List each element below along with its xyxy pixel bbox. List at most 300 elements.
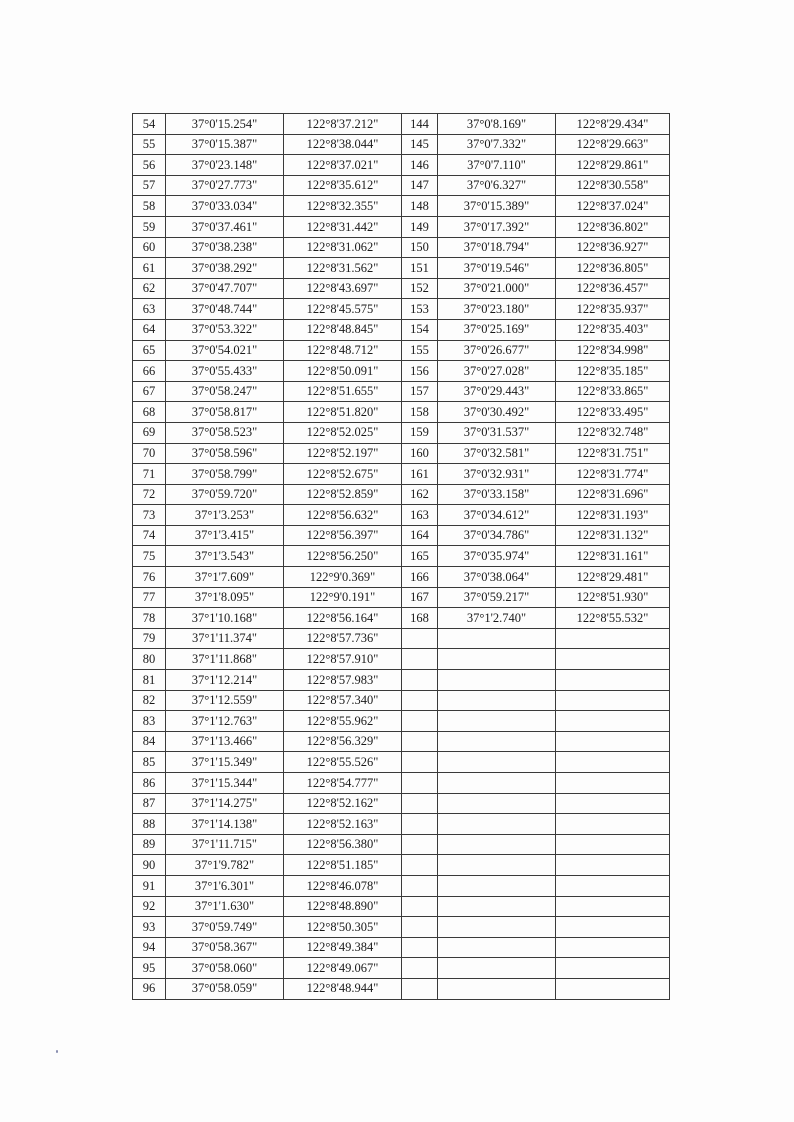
longitude-cell: 122°8'57.736" <box>284 628 402 649</box>
longitude-cell-right: 122°8'36.457" <box>556 278 670 299</box>
longitude-cell-right: 122°8'36.805" <box>556 258 670 279</box>
longitude-cell: 122°8'37.212" <box>284 114 402 135</box>
latitude-cell: 37°0'58.523" <box>166 422 284 443</box>
table-row <box>133 608 670 629</box>
table-row <box>133 731 670 752</box>
table-row <box>133 814 670 835</box>
point-number-cell: 77 <box>133 587 166 608</box>
latitude-cell-right <box>438 752 556 773</box>
longitude-cell: 122°8'54.777" <box>284 773 402 794</box>
point-number-cell-right <box>402 896 438 917</box>
point-number-cell: 89 <box>133 834 166 855</box>
point-number-cell: 56 <box>133 155 166 176</box>
longitude-cell-right: 122°8'30.558" <box>556 175 670 196</box>
table-row <box>133 855 670 876</box>
point-number-cell-right: 166 <box>402 567 438 588</box>
table-row <box>133 793 670 814</box>
point-number-cell: 73 <box>133 505 166 526</box>
latitude-cell: 37°1'12.214" <box>166 670 284 691</box>
latitude-cell: 37°1'3.253" <box>166 505 284 526</box>
longitude-cell: 122°8'55.962" <box>284 711 402 732</box>
point-number-cell: 76 <box>133 567 166 588</box>
latitude-cell-right: 37°0'27.028" <box>438 361 556 382</box>
longitude-cell: 122°8'31.562" <box>284 258 402 279</box>
point-number-cell: 55 <box>133 134 166 155</box>
point-number-cell: 95 <box>133 958 166 979</box>
longitude-cell: 122°8'48.890" <box>284 896 402 917</box>
longitude-cell-right: 122°8'31.161" <box>556 546 670 567</box>
point-number-cell-right: 155 <box>402 340 438 361</box>
scan-speck <box>56 1050 58 1053</box>
coordinate-table <box>132 113 670 1000</box>
table-row <box>133 114 670 135</box>
latitude-cell: 37°0'15.254" <box>166 114 284 135</box>
table-row <box>133 155 670 176</box>
point-number-cell-right: 158 <box>402 402 438 423</box>
longitude-cell: 122°8'48.845" <box>284 319 402 340</box>
table-row <box>133 587 670 608</box>
longitude-cell: 122°8'50.091" <box>284 361 402 382</box>
table-row <box>133 978 670 999</box>
point-number-cell: 78 <box>133 608 166 629</box>
latitude-cell: 37°1'6.301" <box>166 875 284 896</box>
longitude-cell-right <box>556 670 670 691</box>
table-row <box>133 834 670 855</box>
latitude-cell: 37°0'33.034" <box>166 196 284 217</box>
latitude-cell: 37°1'13.466" <box>166 731 284 752</box>
longitude-cell-right <box>556 855 670 876</box>
longitude-cell: 122°8'52.197" <box>284 443 402 464</box>
longitude-cell: 122°8'48.944" <box>284 978 402 999</box>
latitude-cell: 37°1'11.374" <box>166 628 284 649</box>
table-row <box>133 752 670 773</box>
latitude-cell: 37°0'23.148" <box>166 155 284 176</box>
latitude-cell: 37°1'9.782" <box>166 855 284 876</box>
latitude-cell: 37°0'38.238" <box>166 237 284 258</box>
longitude-cell: 122°8'31.442" <box>284 216 402 237</box>
latitude-cell-right: 37°0'59.217" <box>438 587 556 608</box>
latitude-cell-right: 37°0'7.110" <box>438 155 556 176</box>
table-row <box>133 690 670 711</box>
longitude-cell: 122°8'56.250" <box>284 546 402 567</box>
longitude-cell-right: 122°8'35.403" <box>556 319 670 340</box>
point-number-cell: 68 <box>133 402 166 423</box>
latitude-cell-right: 37°0'18.794" <box>438 237 556 258</box>
point-number-cell-right: 148 <box>402 196 438 217</box>
point-number-cell: 54 <box>133 114 166 135</box>
table-row <box>133 773 670 794</box>
longitude-cell-right: 122°8'31.774" <box>556 464 670 485</box>
point-number-cell: 61 <box>133 258 166 279</box>
latitude-cell-right: 37°0'15.389" <box>438 196 556 217</box>
point-number-cell-right <box>402 958 438 979</box>
latitude-cell-right <box>438 834 556 855</box>
point-number-cell-right: 163 <box>402 505 438 526</box>
point-number-cell: 86 <box>133 773 166 794</box>
point-number-cell-right: 145 <box>402 134 438 155</box>
longitude-cell: 122°8'50.305" <box>284 917 402 938</box>
latitude-cell-right: 37°0'8.169" <box>438 114 556 135</box>
latitude-cell: 37°0'58.247" <box>166 381 284 402</box>
point-number-cell-right: 162 <box>402 484 438 505</box>
point-number-cell: 82 <box>133 690 166 711</box>
latitude-cell: 37°0'27.773" <box>166 175 284 196</box>
coordinate-table-body <box>133 114 670 1000</box>
latitude-cell: 37°1'11.715" <box>166 834 284 855</box>
longitude-cell-right: 122°8'31.751" <box>556 443 670 464</box>
longitude-cell: 122°8'51.185" <box>284 855 402 876</box>
latitude-cell: 37°1'7.609" <box>166 567 284 588</box>
longitude-cell: 122°8'56.632" <box>284 505 402 526</box>
latitude-cell-right: 37°0'19.546" <box>438 258 556 279</box>
point-number-cell: 92 <box>133 896 166 917</box>
longitude-cell: 122°8'31.062" <box>284 237 402 258</box>
point-number-cell-right: 160 <box>402 443 438 464</box>
table-row <box>133 134 670 155</box>
longitude-cell-right <box>556 814 670 835</box>
point-number-cell-right: 150 <box>402 237 438 258</box>
point-number-cell: 64 <box>133 319 166 340</box>
longitude-cell-right: 122°8'29.481" <box>556 567 670 588</box>
table-row <box>133 670 670 691</box>
table-row <box>133 711 670 732</box>
latitude-cell-right: 37°0'32.931" <box>438 464 556 485</box>
point-number-cell: 71 <box>133 464 166 485</box>
table-row <box>133 505 670 526</box>
latitude-cell-right <box>438 937 556 958</box>
latitude-cell-right <box>438 896 556 917</box>
longitude-cell-right: 122°8'36.802" <box>556 216 670 237</box>
longitude-cell-right: 122°8'33.865" <box>556 381 670 402</box>
latitude-cell: 37°0'37.461" <box>166 216 284 237</box>
table-row <box>133 340 670 361</box>
point-number-cell: 90 <box>133 855 166 876</box>
point-number-cell: 81 <box>133 670 166 691</box>
point-number-cell: 79 <box>133 628 166 649</box>
point-number-cell-right: 153 <box>402 299 438 320</box>
longitude-cell: 122°9'0.191" <box>284 587 402 608</box>
latitude-cell: 37°1'15.344" <box>166 773 284 794</box>
latitude-cell-right <box>438 978 556 999</box>
point-number-cell-right: 147 <box>402 175 438 196</box>
point-number-cell-right: 156 <box>402 361 438 382</box>
longitude-cell: 122°8'56.329" <box>284 731 402 752</box>
point-number-cell: 62 <box>133 278 166 299</box>
table-row <box>133 443 670 464</box>
table-row <box>133 237 670 258</box>
latitude-cell: 37°1'11.868" <box>166 649 284 670</box>
longitude-cell-right <box>556 875 670 896</box>
table-row <box>133 484 670 505</box>
longitude-cell: 122°8'52.675" <box>284 464 402 485</box>
latitude-cell: 37°0'58.596" <box>166 443 284 464</box>
table-row <box>133 402 670 423</box>
longitude-cell: 122°8'52.025" <box>284 422 402 443</box>
point-number-cell: 57 <box>133 175 166 196</box>
longitude-cell-right: 122°8'29.434" <box>556 114 670 135</box>
latitude-cell-right: 37°0'26.677" <box>438 340 556 361</box>
point-number-cell-right <box>402 690 438 711</box>
point-number-cell: 94 <box>133 937 166 958</box>
latitude-cell-right: 37°0'25.169" <box>438 319 556 340</box>
latitude-cell: 37°1'15.349" <box>166 752 284 773</box>
point-number-cell: 88 <box>133 814 166 835</box>
point-number-cell-right <box>402 834 438 855</box>
point-number-cell: 63 <box>133 299 166 320</box>
point-number-cell-right <box>402 649 438 670</box>
longitude-cell-right: 122°8'35.185" <box>556 361 670 382</box>
point-number-cell-right <box>402 855 438 876</box>
point-number-cell: 60 <box>133 237 166 258</box>
longitude-cell: 122°8'35.612" <box>284 175 402 196</box>
latitude-cell: 37°1'14.275" <box>166 793 284 814</box>
point-number-cell: 59 <box>133 216 166 237</box>
table-row <box>133 649 670 670</box>
longitude-cell-right <box>556 978 670 999</box>
longitude-cell-right: 122°8'31.193" <box>556 505 670 526</box>
longitude-cell-right <box>556 773 670 794</box>
point-number-cell: 96 <box>133 978 166 999</box>
point-number-cell: 91 <box>133 875 166 896</box>
latitude-cell: 37°0'58.059" <box>166 978 284 999</box>
longitude-cell-right <box>556 628 670 649</box>
point-number-cell-right <box>402 917 438 938</box>
latitude-cell-right: 37°0'35.974" <box>438 546 556 567</box>
point-number-cell: 93 <box>133 917 166 938</box>
point-number-cell-right: 164 <box>402 525 438 546</box>
longitude-cell-right <box>556 834 670 855</box>
longitude-cell-right <box>556 649 670 670</box>
longitude-cell: 122°8'56.164" <box>284 608 402 629</box>
point-number-cell-right <box>402 773 438 794</box>
longitude-cell: 122°8'56.397" <box>284 525 402 546</box>
point-number-cell: 75 <box>133 546 166 567</box>
longitude-cell: 122°8'46.078" <box>284 875 402 896</box>
longitude-cell: 122°8'51.655" <box>284 381 402 402</box>
longitude-cell: 122°8'57.910" <box>284 649 402 670</box>
table-row <box>133 525 670 546</box>
point-number-cell-right: 149 <box>402 216 438 237</box>
point-number-cell-right: 146 <box>402 155 438 176</box>
table-row <box>133 216 670 237</box>
latitude-cell-right: 37°0'21.000" <box>438 278 556 299</box>
longitude-cell-right <box>556 752 670 773</box>
latitude-cell-right <box>438 814 556 835</box>
point-number-cell-right <box>402 628 438 649</box>
latitude-cell: 37°1'8.095" <box>166 587 284 608</box>
longitude-cell-right: 122°8'35.937" <box>556 299 670 320</box>
latitude-cell-right <box>438 731 556 752</box>
latitude-cell-right <box>438 711 556 732</box>
longitude-cell-right: 122°8'32.748" <box>556 422 670 443</box>
longitude-cell: 122°8'52.859" <box>284 484 402 505</box>
point-number-cell-right <box>402 875 438 896</box>
point-number-cell: 85 <box>133 752 166 773</box>
table-row <box>133 628 670 649</box>
latitude-cell-right <box>438 773 556 794</box>
latitude-cell: 37°1'10.168" <box>166 608 284 629</box>
table-row <box>133 381 670 402</box>
longitude-cell: 122°9'0.369" <box>284 567 402 588</box>
point-number-cell: 74 <box>133 525 166 546</box>
longitude-cell: 122°8'57.983" <box>284 670 402 691</box>
longitude-cell: 122°8'48.712" <box>284 340 402 361</box>
table-row <box>133 937 670 958</box>
longitude-cell: 122°8'45.575" <box>284 299 402 320</box>
latitude-cell-right <box>438 670 556 691</box>
point-number-cell-right: 165 <box>402 546 438 567</box>
point-number-cell: 65 <box>133 340 166 361</box>
table-row <box>133 258 670 279</box>
point-number-cell: 66 <box>133 361 166 382</box>
point-number-cell-right <box>402 711 438 732</box>
point-number-cell-right <box>402 752 438 773</box>
latitude-cell: 37°0'38.292" <box>166 258 284 279</box>
latitude-cell-right: 37°0'29.443" <box>438 381 556 402</box>
longitude-cell: 122°8'55.526" <box>284 752 402 773</box>
table-row <box>133 175 670 196</box>
point-number-cell-right: 154 <box>402 319 438 340</box>
point-number-cell-right: 168 <box>402 608 438 629</box>
latitude-cell-right: 37°0'34.612" <box>438 505 556 526</box>
latitude-cell-right <box>438 875 556 896</box>
point-number-cell-right <box>402 793 438 814</box>
point-number-cell: 70 <box>133 443 166 464</box>
longitude-cell: 122°8'37.021" <box>284 155 402 176</box>
latitude-cell: 37°0'58.817" <box>166 402 284 423</box>
latitude-cell: 37°1'1.630" <box>166 896 284 917</box>
latitude-cell-right <box>438 958 556 979</box>
latitude-cell-right: 37°0'33.158" <box>438 484 556 505</box>
point-number-cell-right: 157 <box>402 381 438 402</box>
table-row <box>133 896 670 917</box>
latitude-cell: 37°0'58.367" <box>166 937 284 958</box>
latitude-cell-right <box>438 649 556 670</box>
latitude-cell-right: 37°0'34.786" <box>438 525 556 546</box>
longitude-cell-right: 122°8'55.532" <box>556 608 670 629</box>
longitude-cell: 122°8'51.820" <box>284 402 402 423</box>
latitude-cell-right <box>438 793 556 814</box>
table-row <box>133 917 670 938</box>
latitude-cell-right <box>438 917 556 938</box>
longitude-cell-right: 122°8'33.495" <box>556 402 670 423</box>
longitude-cell: 122°8'49.067" <box>284 958 402 979</box>
table-row <box>133 464 670 485</box>
latitude-cell: 37°0'58.799" <box>166 464 284 485</box>
latitude-cell: 37°1'12.559" <box>166 690 284 711</box>
latitude-cell-right: 37°0'32.581" <box>438 443 556 464</box>
longitude-cell: 122°8'49.384" <box>284 937 402 958</box>
point-number-cell-right <box>402 978 438 999</box>
point-number-cell: 80 <box>133 649 166 670</box>
point-number-cell-right: 167 <box>402 587 438 608</box>
longitude-cell: 122°8'32.355" <box>284 196 402 217</box>
longitude-cell-right <box>556 917 670 938</box>
latitude-cell-right: 37°0'7.332" <box>438 134 556 155</box>
latitude-cell: 37°0'55.433" <box>166 361 284 382</box>
point-number-cell: 83 <box>133 711 166 732</box>
latitude-cell-right: 37°1'2.740" <box>438 608 556 629</box>
table-row <box>133 278 670 299</box>
latitude-cell-right: 37°0'30.492" <box>438 402 556 423</box>
latitude-cell: 37°1'14.138" <box>166 814 284 835</box>
latitude-cell: 37°0'54.021" <box>166 340 284 361</box>
longitude-cell-right <box>556 958 670 979</box>
latitude-cell-right <box>438 628 556 649</box>
longitude-cell-right: 122°8'31.132" <box>556 525 670 546</box>
table-row <box>133 567 670 588</box>
longitude-cell-right: 122°8'34.998" <box>556 340 670 361</box>
latitude-cell-right: 37°0'31.537" <box>438 422 556 443</box>
longitude-cell-right: 122°8'31.696" <box>556 484 670 505</box>
point-number-cell-right <box>402 937 438 958</box>
point-number-cell: 69 <box>133 422 166 443</box>
table-row <box>133 319 670 340</box>
latitude-cell: 37°0'15.387" <box>166 134 284 155</box>
longitude-cell-right: 122°8'37.024" <box>556 196 670 217</box>
point-number-cell-right <box>402 670 438 691</box>
point-number-cell-right: 152 <box>402 278 438 299</box>
latitude-cell: 37°1'3.415" <box>166 525 284 546</box>
table-row <box>133 196 670 217</box>
latitude-cell: 37°0'53.322" <box>166 319 284 340</box>
longitude-cell-right <box>556 896 670 917</box>
longitude-cell-right: 122°8'29.663" <box>556 134 670 155</box>
longitude-cell: 122°8'56.380" <box>284 834 402 855</box>
latitude-cell: 37°1'12.763" <box>166 711 284 732</box>
point-number-cell: 72 <box>133 484 166 505</box>
latitude-cell-right: 37°0'6.327" <box>438 175 556 196</box>
point-number-cell-right: 159 <box>402 422 438 443</box>
latitude-cell-right: 37°0'23.180" <box>438 299 556 320</box>
point-number-cell: 84 <box>133 731 166 752</box>
table-row <box>133 422 670 443</box>
longitude-cell: 122°8'57.340" <box>284 690 402 711</box>
table-row <box>133 875 670 896</box>
longitude-cell: 122°8'43.697" <box>284 278 402 299</box>
table-row <box>133 299 670 320</box>
table-row <box>133 546 670 567</box>
latitude-cell: 37°0'47.707" <box>166 278 284 299</box>
table-row <box>133 361 670 382</box>
longitude-cell: 122°8'38.044" <box>284 134 402 155</box>
latitude-cell-right <box>438 855 556 876</box>
point-number-cell-right: 151 <box>402 258 438 279</box>
longitude-cell-right <box>556 711 670 732</box>
longitude-cell: 122°8'52.163" <box>284 814 402 835</box>
longitude-cell-right <box>556 690 670 711</box>
longitude-cell-right <box>556 937 670 958</box>
latitude-cell-right: 37°0'38.064" <box>438 567 556 588</box>
table-row <box>133 958 670 979</box>
latitude-cell: 37°0'48.744" <box>166 299 284 320</box>
latitude-cell: 37°0'58.060" <box>166 958 284 979</box>
longitude-cell-right: 122°8'29.861" <box>556 155 670 176</box>
point-number-cell-right <box>402 814 438 835</box>
longitude-cell-right: 122°8'51.930" <box>556 587 670 608</box>
point-number-cell-right <box>402 731 438 752</box>
point-number-cell: 87 <box>133 793 166 814</box>
longitude-cell-right <box>556 731 670 752</box>
point-number-cell: 67 <box>133 381 166 402</box>
latitude-cell: 37°0'59.749" <box>166 917 284 938</box>
latitude-cell: 37°1'3.543" <box>166 546 284 567</box>
longitude-cell-right <box>556 793 670 814</box>
point-number-cell: 58 <box>133 196 166 217</box>
latitude-cell-right: 37°0'17.392" <box>438 216 556 237</box>
latitude-cell-right <box>438 690 556 711</box>
point-number-cell-right: 144 <box>402 114 438 135</box>
